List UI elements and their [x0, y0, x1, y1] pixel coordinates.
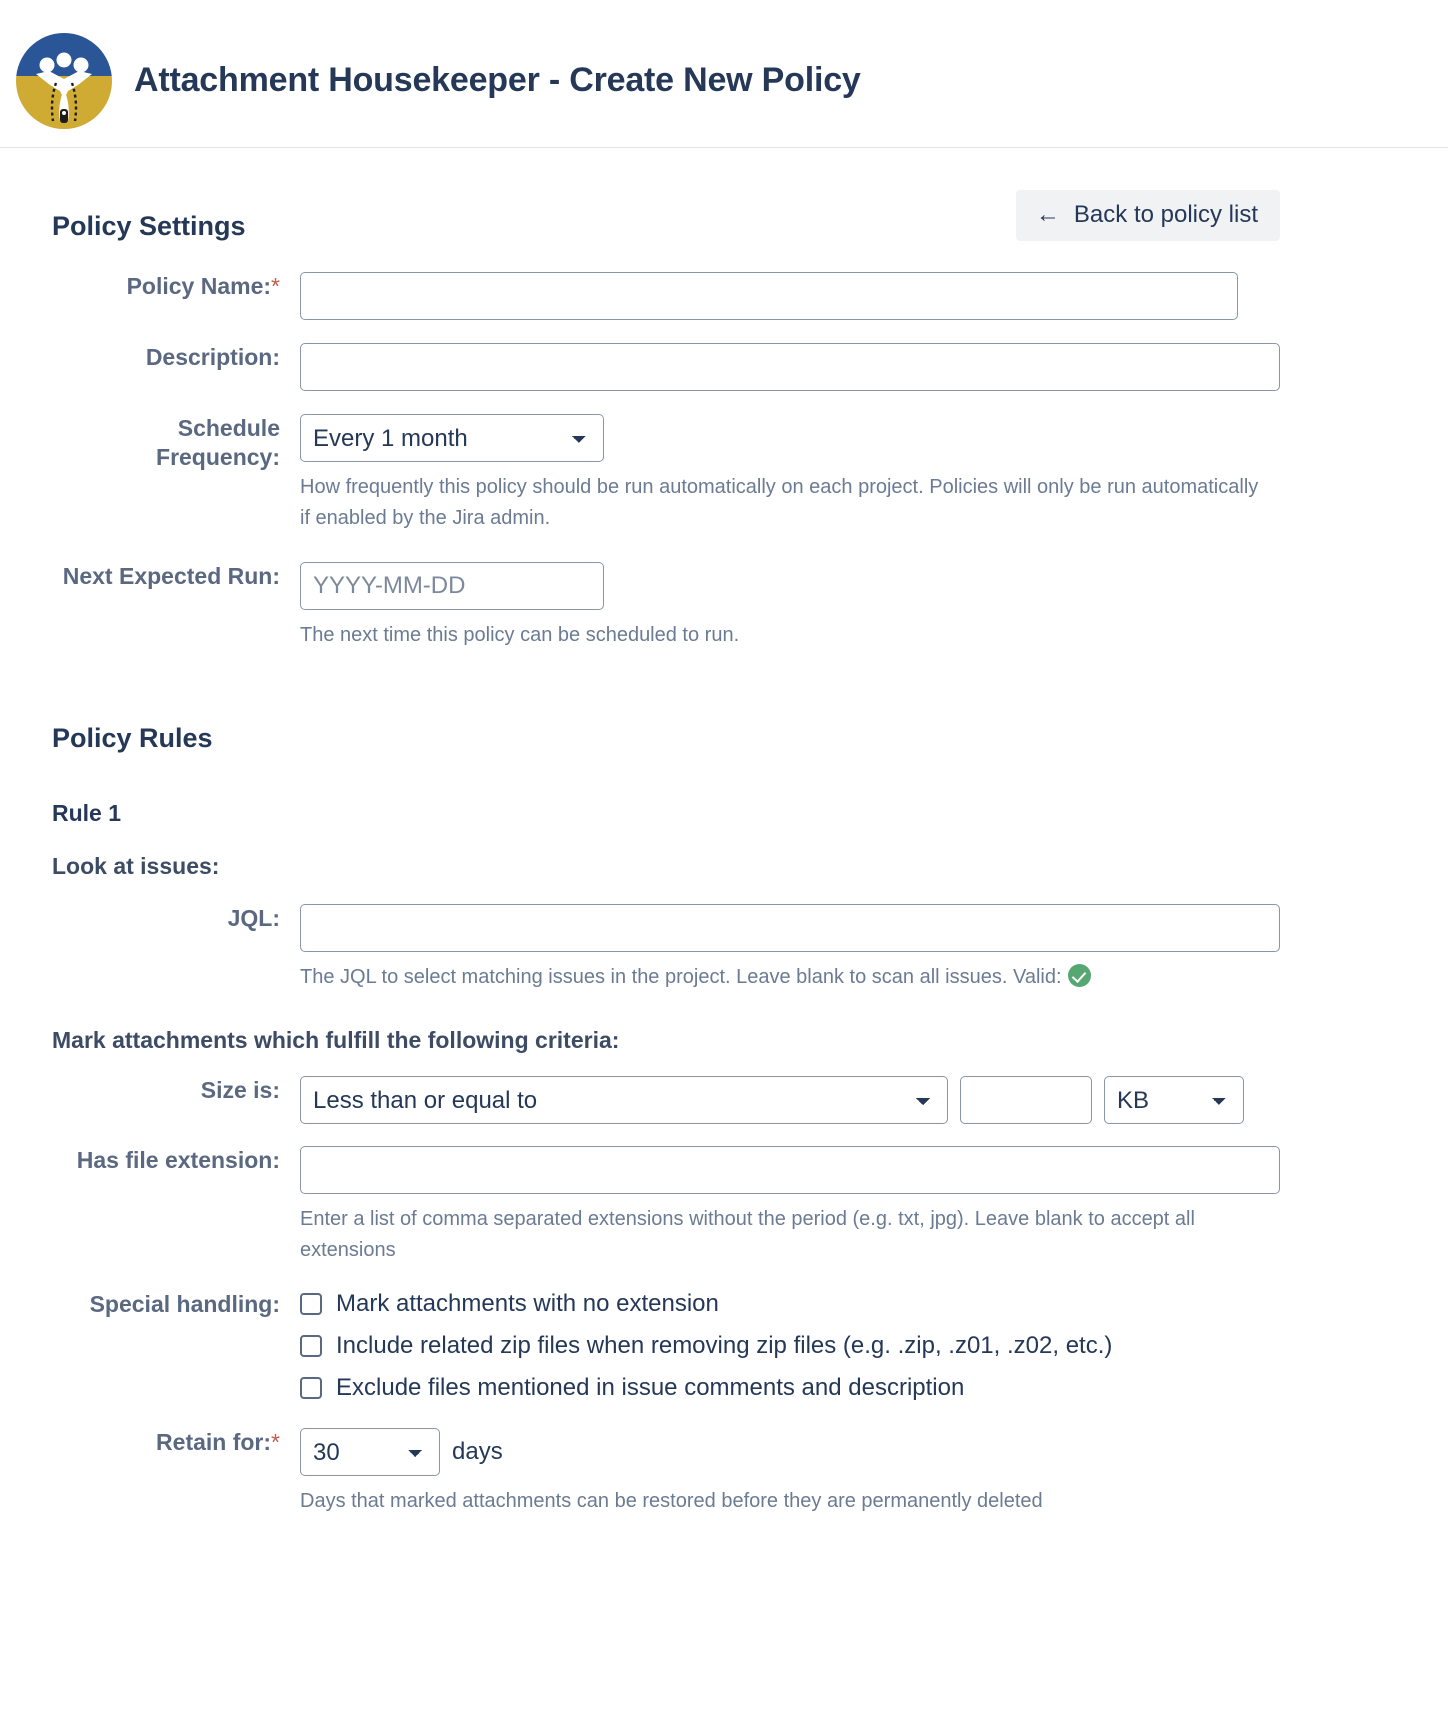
- checkbox-include-related-zip[interactable]: [300, 1335, 322, 1357]
- size-unit-select[interactable]: [1104, 1076, 1244, 1124]
- retain-for-select[interactable]: [300, 1428, 440, 1476]
- size-operator-select[interactable]: [300, 1076, 948, 1124]
- description-input[interactable]: [300, 343, 1280, 391]
- back-to-policy-list-button[interactable]: [1016, 190, 1280, 241]
- schedule-frequency-label: Schedule Frequency:: [156, 415, 280, 470]
- retain-for-unit: days: [452, 1438, 503, 1465]
- schedule-frequency-select[interactable]: [300, 414, 604, 462]
- file-extension-label: Has file extension:: [76, 1147, 280, 1173]
- rule-1-heading: Rule 1: [52, 800, 122, 826]
- policy-name-label-text: Policy Name:: [126, 273, 272, 299]
- file-extension-row: [0, 1146, 1448, 1266]
- retain-for-row: [0, 1428, 1448, 1517]
- next-expected-run-help: The next time this policy can be scheduled to run.: [300, 624, 740, 646]
- retain-for-label-text: Retain for:: [156, 1429, 272, 1455]
- policy-name-label: [52, 272, 300, 301]
- special-handling-row: [0, 1290, 1448, 1402]
- special-handling-option-2[interactable]: [300, 1374, 1280, 1402]
- size-row: [0, 1076, 1448, 1124]
- policy-name-row: [0, 272, 1448, 320]
- policy-settings-heading: Policy Settings: [52, 211, 246, 241]
- checkbox-label: Include related zip files when removing zip files (e.g. .zip, .z01, .z02, etc.): [336, 1332, 1113, 1359]
- required-asterisk: *: [271, 1429, 280, 1455]
- jql-help: [300, 962, 1275, 993]
- next-expected-run-input[interactable]: [300, 562, 604, 610]
- special-handling-option-1[interactable]: [300, 1332, 1280, 1360]
- checkbox-exclude-mentioned-files[interactable]: [300, 1377, 322, 1399]
- jql-row: [0, 904, 1448, 993]
- valid-check-icon: [1068, 964, 1091, 987]
- next-expected-run-row: [0, 562, 1448, 651]
- schedule-frequency-help: How frequently this policy should be run automatically on each project. Policies will only be run automatically if enabled by the Jira admin.: [300, 476, 1259, 529]
- policy-name-input[interactable]: [300, 272, 1238, 320]
- jql-help-text: The JQL to select matching issues in the project. Leave blank to scan all issues. Valid:: [300, 966, 1062, 988]
- special-handling-label: Special handling:: [89, 1291, 280, 1317]
- page-content: [0, 148, 1448, 1517]
- back-button-label: Back to policy list: [1073, 201, 1258, 228]
- left-arrow-icon: ←: [1035, 201, 1060, 228]
- file-extension-input[interactable]: [300, 1146, 1280, 1194]
- file-extension-help: Enter a list of comma separated extensions without the period (e.g. txt, jpg). Leave blank to accept all extensions: [300, 1208, 1195, 1261]
- retain-for-help: Days that marked attachments can be restored before they are permanently deleted: [300, 1490, 1043, 1512]
- required-asterisk: *: [271, 273, 280, 299]
- description-label: Description:: [145, 344, 280, 370]
- page-title: Attachment Housekeeper - Create New Policy: [134, 61, 861, 99]
- special-handling-option-0[interactable]: [300, 1290, 1280, 1318]
- app-header: [0, 0, 1448, 148]
- retain-for-label: [52, 1428, 300, 1457]
- jql-input[interactable]: [300, 904, 1280, 952]
- size-label: Size is:: [200, 1077, 280, 1103]
- look-at-issues-label: Look at issues:: [52, 853, 220, 879]
- checkbox-label: Mark attachments with no extension: [336, 1290, 719, 1317]
- description-row: [0, 343, 1448, 391]
- checkbox-label: Exclude files mentioned in issue comments and description: [336, 1374, 965, 1401]
- checkbox-mark-no-extension[interactable]: [300, 1293, 322, 1315]
- zipper-person-logo-icon: [16, 33, 112, 129]
- next-expected-run-label: Next Expected Run:: [62, 563, 280, 589]
- criteria-label: Mark attachments which fulfill the following criteria:: [52, 1027, 620, 1053]
- policy-rules-heading: Policy Rules: [52, 723, 213, 753]
- jql-label: JQL:: [227, 905, 280, 931]
- schedule-frequency-row: [0, 414, 1448, 534]
- size-value-input[interactable]: [960, 1076, 1092, 1124]
